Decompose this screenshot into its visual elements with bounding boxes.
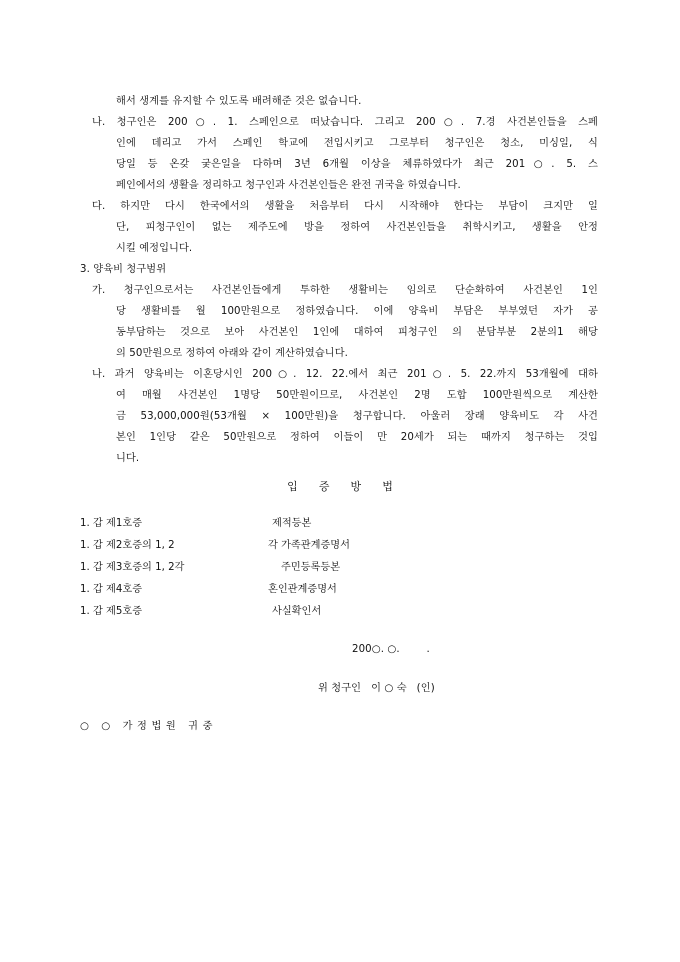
body-line-5: 페인에서의 생활을 정리하고 청구인과 사건본인들은 완전 귀국을 하였습니다.	[116, 180, 461, 191]
body-line-11: 당 생활비를 월 100만원으로 정하였습니다. 이에 양육비 부담은 부부였던 자가 공	[116, 306, 598, 317]
body-line-1: 해서 생계를 유지할 수 있도록 배려해준 것은 없습니다.	[116, 96, 362, 107]
body-line-6: 다. 하지만 다시 한국에서의 생활을 처음부터 다시 시작해야 한다는 부담이 크지만 일	[92, 201, 598, 212]
body-line-7: 단, 피청구인이 없는 제주도에 방을 정하여 사건본인들을 취학시키고, 생활을 안정	[116, 222, 598, 233]
section-heading-3: 3. 양육비 청구범위	[80, 264, 167, 275]
body-line-14: 나. 과거 양육비는 이혼당시인 200○. 12. 22.에서 최근 201○. 5. 22.까지 53개월에 대하	[92, 369, 598, 380]
body-line-13: 의 50만원으로 정하여 아래와 같이 계산하였습니다.	[116, 348, 349, 359]
evidence-name: 사실확인서	[272, 606, 322, 617]
evidence-code: 1. 갑 제1호증	[80, 518, 143, 529]
body-line-17: 본인 1인당 같은 50만원으로 정하여 이들이 만 20세가 되는 때까지 청구하는 것입	[116, 432, 598, 443]
evidence-name: 제적등본	[272, 518, 312, 529]
claimant-signature: 위 청구인 이 ○ 숙 (인)	[318, 683, 435, 694]
evidence-name: 각 가족관계증명서	[268, 540, 350, 551]
evidence-code: 1. 갑 제3호증의 1, 2각	[80, 562, 185, 573]
evidence-title: 입 증 방 법	[287, 480, 402, 493]
court-addressee: ○ ○ 가정법원 귀중	[80, 721, 218, 732]
evidence-name: 주민등록등본	[281, 562, 341, 573]
evidence-name: 혼인관계증명서	[268, 584, 337, 595]
body-line-8: 시킬 예정입니다.	[116, 243, 193, 254]
body-line-2: 나. 청구인은 200○. 1. 스페인으로 떠났습니다. 그리고 200○. 7.경 사건본인들을 스페	[92, 117, 598, 128]
evidence-code: 1. 갑 제2호증의 1, 2	[80, 540, 175, 551]
body-line-3: 인에 데리고 가서 스페인 학교에 전입시키고 그로부터 청구인은 청소, 미싱일, 식	[116, 138, 598, 149]
evidence-code: 1. 갑 제4호증	[80, 584, 143, 595]
body-line-16: 금 53,000,000원(53개월 × 100만원)을 청구합니다. 아울러 장래 양육비도 각 사건	[116, 411, 598, 422]
body-line-18: 니다.	[116, 453, 140, 464]
filing-date: 200○. ○. .	[352, 644, 430, 655]
evidence-code: 1. 갑 제5호증	[80, 606, 143, 617]
body-line-12: 동부담하는 것으로 보아 사건본인 1인에 대하여 피청구인 의 분담부분 2분의1 해당	[116, 327, 598, 338]
body-line-10: 가. 청구인으로서는 사건본인들에게 투하한 생활비는 임의로 단순화하여 사건본인 1인	[92, 285, 598, 296]
body-line-15: 여 매월 사건본인 1명당 50만원이므로, 사건본인 2명 도합 100만원씩으로 계산한	[116, 390, 598, 401]
body-line-4: 당일 등 온갖 궂은일을 다하며 3년 6개월 이상을 체류하였다가 최근 201○. 5. 스	[116, 159, 598, 170]
